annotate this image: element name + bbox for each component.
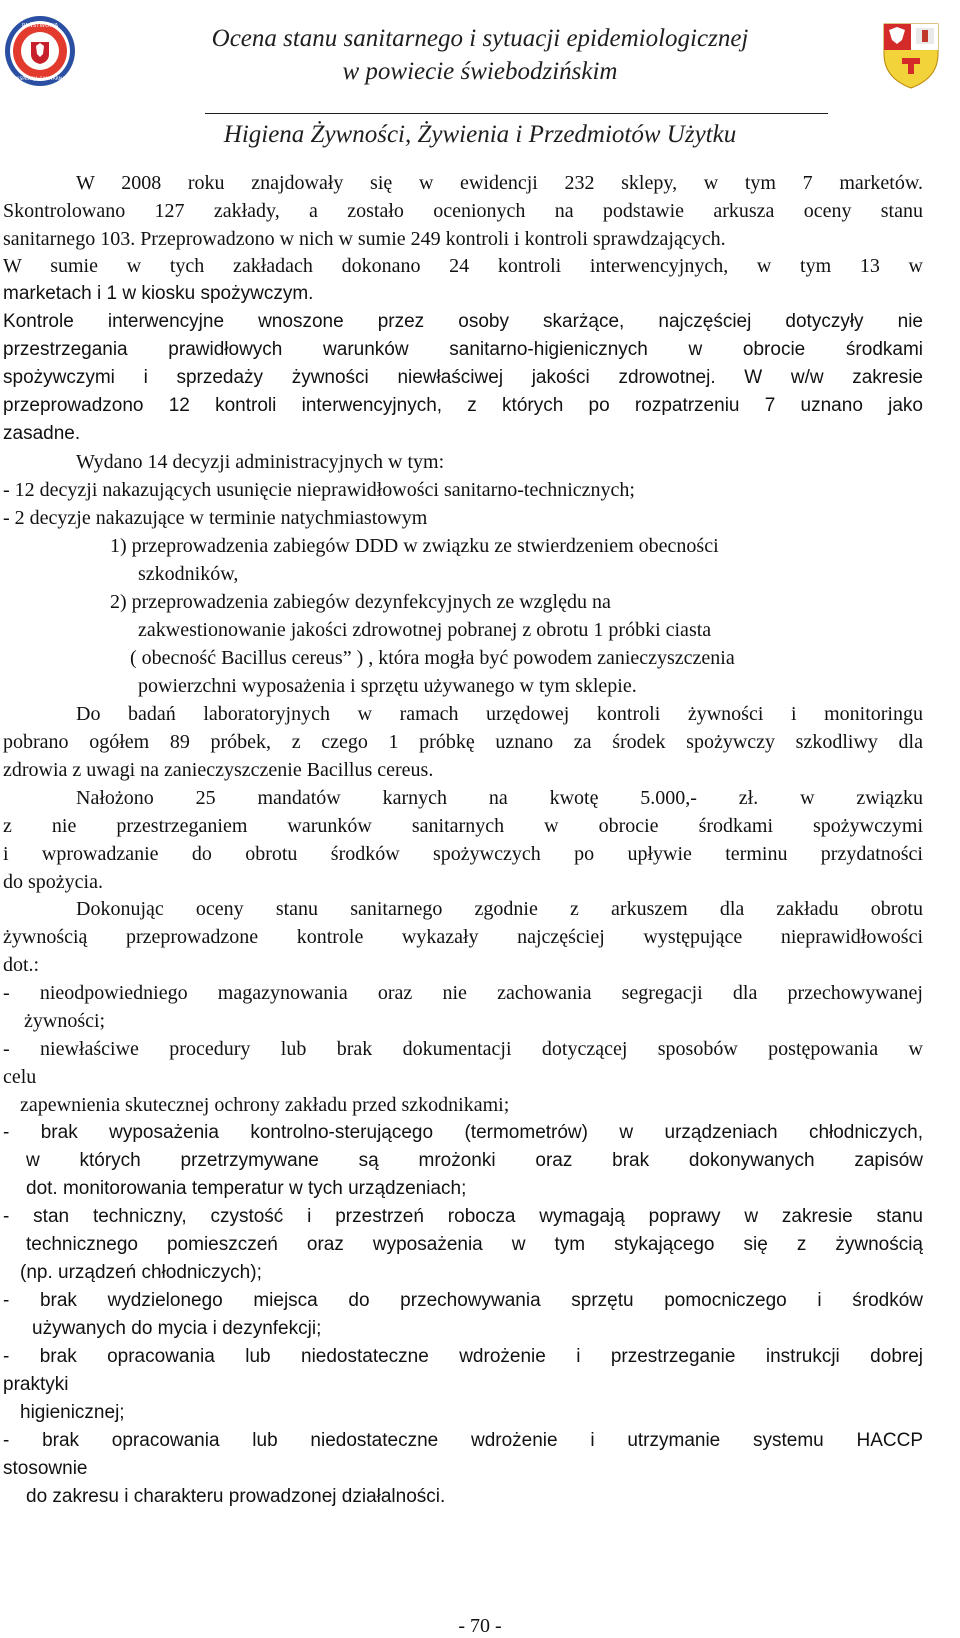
list-item: - brak wyposażenia kontrolno-sterującego (termometrów) w urządzeniach chłodniczych, [3,1122,923,1143]
text-line: przeprowadzono 12 kontroli interwencyjnych, z których po rozpatrzeniu 7 uznano jako [3,395,923,416]
list-item: - niewłaściwe procedury lub brak dokumentacji dotyczącej sposobów postępowania w [3,1038,923,1060]
text-line: powierzchni wyposażenia i sprzętu używanego w tym sklepie. [138,675,637,697]
page-number: - 70 - [458,1615,502,1637]
text-line: Skontrolowano 127 zakłady, a zostało ocenionych na podstawie arkusza oceny stanu [3,200,923,222]
text-line: Kontrole interwencyjne wnoszone przez osoby skarżące, najczęściej dotyczyły nie [3,311,923,332]
list-item: - nieodpowiedniego magazynowania oraz nie zachowania segregacji dla przechowywanej [3,982,923,1004]
text-line: W sumie w tych zakładach dokonano 24 kontroli interwencyjnych, w tym 13 w [3,255,923,277]
text-line: zakwestionowanie jakości zdrowotnej pobranej z obrotu 1 próbki ciasta [138,619,712,641]
list-item-continuation: w których przetrzymywane są mrożonki oraz brak dokonywanych zapisów [26,1150,923,1171]
text-line: W 2008 roku znajdowały się w ewidencji 232 sklepy, w tym 7 marketów. [76,172,923,194]
svg-text:INSPEKCJA SANITARNA: INSPEKCJA SANITARNA [14,77,66,82]
list-item-continuation: technicznego pomieszczeń oraz wyposażenia w tym stykającego się z żywnością [26,1234,923,1255]
text-line: marketach i 1 w kiosku spożywczym. [3,283,314,304]
text-line: - 12 decyzji nakazujących usunięcie nieprawidłowości sanitarno-technicznych; [3,479,635,501]
text-line: i wprowadzanie do obrotu środków spożywczych po upływie terminu przydatności [3,843,923,865]
svg-text:PAŃSTWOWA: PAŃSTWOWA [21,23,59,29]
header-title-line2: w powiecie świebodzińskim [342,58,618,85]
text-line: - 2 decyzje nakazujące w terminie natychmiastowym [3,507,428,529]
text-line: żywnością przeprowadzone kontrole wykazały najczęściej występujące nieprawidłowości [3,926,923,948]
county-coat-of-arms-icon [880,20,942,90]
header-title-line1: Ocena stanu sanitarnego i sytuacji epidemiologicznej [211,25,749,52]
list-item: - brak opracowania lub niedostateczne wdrożenie i przestrzeganie instrukcji dobrej [3,1346,923,1367]
list-item-continuation: do zakresu i charakteru prowadzonej działalności. [26,1486,446,1507]
list-item: - brak opracowania lub niedostateczne wdrożenie i utrzymanie systemu HACCP [3,1430,923,1451]
text-line: Wydano 14 decyzji administracyjnych w tym: [76,451,445,473]
list-item-continuation: stosownie [3,1458,88,1479]
text-line: Dokonując oceny stanu sanitarnego zgodnie z arkuszem dla zakładu obrotu [76,898,923,920]
text-line: szkodników, [138,563,239,585]
list-item-continuation: praktyki [3,1374,69,1395]
text-line: 1) przeprowadzenia zabiegów DDD w związku ze stwierdzeniem obecności [110,535,719,557]
text-line: zasadne. [3,423,81,444]
list-item-continuation: dot. monitorowania temperatur w tych urządzeniach; [26,1178,467,1199]
text-line: zdrowia z uwagi na zanieczyszczenie Bacillus cereus. [3,759,434,781]
list-item-continuation: higienicznej; [20,1402,125,1423]
text-line: pobrano ogółem 89 próbek, z czego 1 próbkę uznano za środek spożywczy szkodliwy dla [3,731,923,753]
list-item: - stan techniczny, czystość i przestrzeń robocza wymagają poprawy w zakresie stanu [3,1206,923,1227]
text-line: Do badań laboratoryjnych w ramach urzędowej kontroli żywności i monitoringu [76,703,923,725]
list-item-continuation: używanych do mycia i dezynfekcji; [32,1318,322,1339]
state-sanitary-inspection-logo [4,14,76,88]
text-line: z nie przestrzeganiem warunków sanitarnych w obrocie środkami spożywczymi [3,815,923,837]
list-item-continuation: żywności; [24,1010,106,1032]
list-item: - brak wydzielonego miejsca do przechowywania sprzętu pomocniczego i środków [3,1290,923,1311]
section-title: Higiena Żywności, Żywienia i Przedmiotów Użytku [223,121,737,148]
text-line: dot.: [3,954,40,976]
text-line: Nałożono 25 mandatów karnych na kwotę 5.000,- zł. w związku [76,787,923,809]
text-line: ( obecność Bacillus cereus” ) , która mogła być powodem zanieczyszczenia [130,647,735,669]
list-item-continuation: (np. urządzeń chłodniczych); [20,1262,262,1283]
list-item-continuation: celu [3,1066,37,1088]
text-line: sanitarnego 103. Przeprowadzono w nich w sumie 249 kontroli i kontroli sprawdzających. [3,228,726,250]
list-item-continuation: zapewnienia skutecznej ochrony zakładu przed szkodnikami; [20,1094,510,1116]
text-line: spożywczymi i sprzedaży żywności niewłaściwej jakości zdrowotnej. W w/w zakresie [3,367,923,388]
text-line: do spożycia. [3,871,103,893]
text-line: 2) przeprowadzenia zabiegów dezynfekcyjnych ze względu na [110,591,611,613]
text-line: przestrzegania prawidłowych warunków sanitarno-higienicznych w obrocie środkami [3,339,923,360]
header-divider [205,113,828,114]
